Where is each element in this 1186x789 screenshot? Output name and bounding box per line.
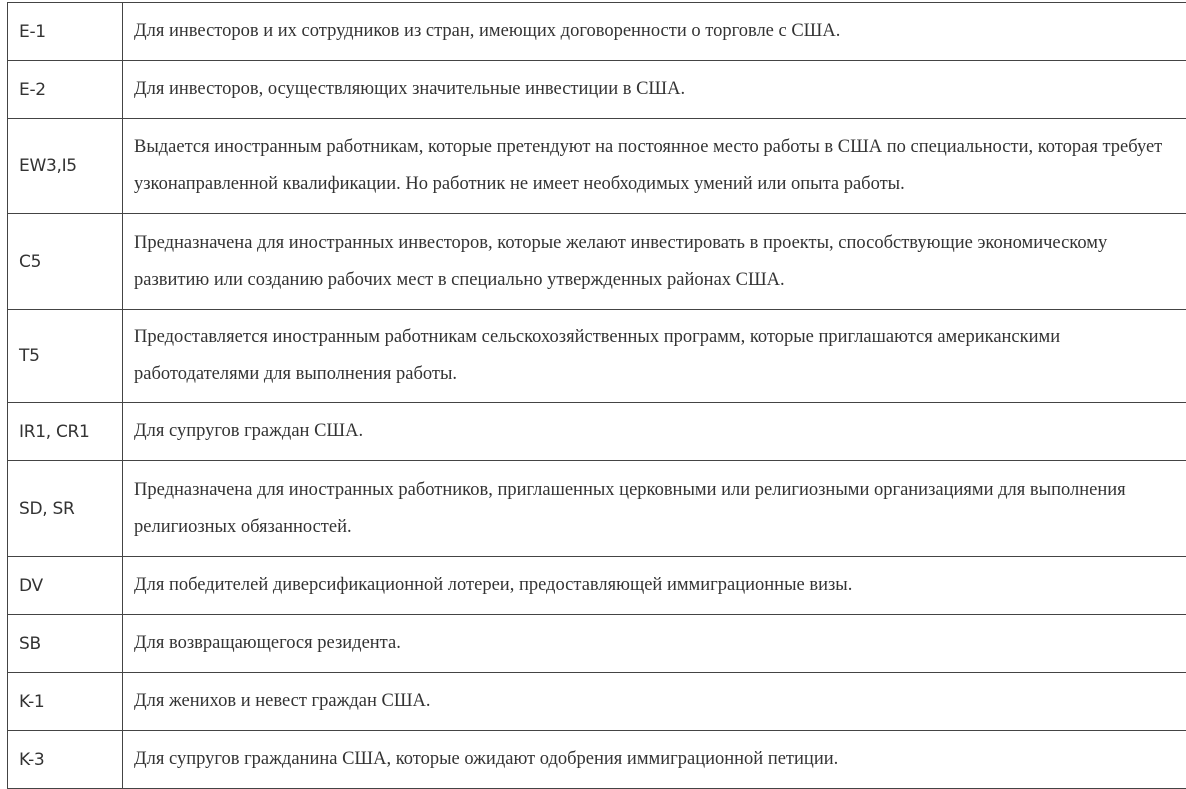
visa-description: Предоставляется иностранным работникам сельскохозяйственных программ, которые приглашаются американскими работодателями для выполнения работы. <box>123 310 1186 403</box>
visa-code: E-1 <box>8 3 123 61</box>
visa-description: Выдается иностранным работникам, которые претендуют на постоянное место работы в США по специальности, которая требует узконаправленной квалификации. Но работник не имеет необходимых умений или опыта работы. <box>123 119 1186 214</box>
visa-description: Для возвращающегося резидента. <box>123 615 1186 673</box>
visa-description: Для инвесторов, осуществляющих значительные инвестиции в США. <box>123 61 1186 119</box>
table-row <box>8 731 1186 789</box>
visa-code: T5 <box>8 310 123 403</box>
visa-code: EW3,I5 <box>8 119 123 214</box>
table-row <box>8 214 1186 310</box>
visa-code: SB <box>8 615 123 673</box>
table-row <box>8 3 1186 61</box>
visa-description: Для супругов гражданина США, которые ожидают одобрения иммиграционной петиции. <box>123 731 1186 789</box>
visa-description: Для женихов и невест граждан США. <box>123 673 1186 731</box>
visa-code: K-3 <box>8 731 123 789</box>
visa-description: Предназначена для иностранных работников, приглашенных церковными или религиозными организациями для выполнения религиозных обязанностей. <box>123 461 1186 557</box>
table-row <box>8 403 1186 461</box>
visa-description: Предназначена для иностранных инвесторов, которые желают инвестировать в проекты, способствующие экономическому развитию или созданию рабочих мест в специально утвержденных районах США. <box>123 214 1186 310</box>
table-row <box>8 310 1186 403</box>
visa-description: Для инвесторов и их сотрудников из стран, имеющих договоренности о торговле с США. <box>123 3 1186 61</box>
visa-code: SD, SR <box>8 461 123 557</box>
visa-description: Для победителей диверсификационной лотереи, предоставляющей иммиграционные визы. <box>123 557 1186 615</box>
visa-code: IR1, CR1 <box>8 403 123 461</box>
table-row <box>8 61 1186 119</box>
visa-code: K-1 <box>8 673 123 731</box>
visa-code: DV <box>8 557 123 615</box>
visa-code: C5 <box>8 214 123 310</box>
visa-description: Для супругов граждан США. <box>123 403 1186 461</box>
table-row <box>8 557 1186 615</box>
table-row <box>8 615 1186 673</box>
table-row <box>8 673 1186 731</box>
table-row <box>8 119 1186 214</box>
visa-code: E-2 <box>8 61 123 119</box>
table-row <box>8 461 1186 557</box>
visa-types-table <box>7 2 1186 789</box>
